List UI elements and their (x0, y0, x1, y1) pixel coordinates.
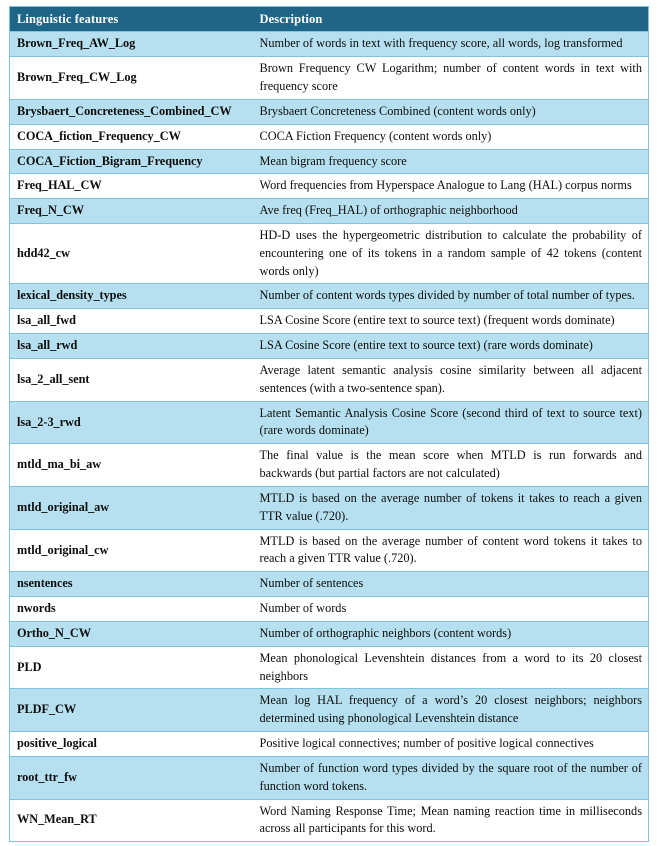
table-row (10, 174, 649, 199)
cell-linguistic-feature: root_ttr_fw (10, 756, 254, 799)
cell-linguistic-feature: mtld_original_aw (10, 486, 254, 529)
table-row (10, 756, 649, 799)
cell-linguistic-feature: lsa_all_rwd (10, 334, 254, 359)
cell-linguistic-feature: Brysbaert_Concreteness_Combined_CW (10, 99, 254, 124)
table-header (10, 7, 649, 32)
description-text: Mean bigram frequency score (259, 153, 407, 168)
cell-linguistic-feature: lsa_2-3_rwd (10, 401, 254, 444)
cell-description (254, 799, 649, 842)
cell-linguistic-feature: COCA_fiction_Frequency_CW (10, 124, 254, 149)
description-text: Mean log HAL frequency of a word’s 20 closest neighbors; neighbors determined using phonological Levenshtein distance (259, 693, 642, 726)
table-row (10, 57, 649, 100)
cell-description (254, 224, 649, 284)
cell-description (254, 597, 649, 622)
table-row (10, 149, 649, 174)
column-header-description: Description (254, 7, 649, 32)
cell-linguistic-feature: lsa_all_fwd (10, 309, 254, 334)
cell-linguistic-feature: positive_logical (10, 732, 254, 757)
description-text: LSA Cosine Score (entire text to source text) (rare words dominate) (259, 338, 593, 353)
table-row (10, 597, 649, 622)
description-text: MTLD is based on the average number of content word tokens it takes to reach a given TTR value (.720). (259, 533, 642, 566)
cell-linguistic-feature: Brown_Freq_AW_Log (10, 32, 254, 57)
description-text: Brysbaert Concreteness Combined (content words only) (259, 103, 536, 118)
cell-description (254, 284, 649, 309)
cell-description (254, 99, 649, 124)
table-row (10, 572, 649, 597)
cell-linguistic-feature: mtld_original_cw (10, 529, 254, 572)
cell-linguistic-feature: hdd42_cw (10, 224, 254, 284)
description-text: Positive logical connectives; number of positive logical connectives (259, 736, 594, 751)
cell-description (254, 572, 649, 597)
cell-description (254, 689, 649, 732)
description-text: Brown Frequency CW Logarithm; number of content words in text with frequency score (259, 61, 642, 94)
table-row (10, 799, 649, 842)
table-row (10, 309, 649, 334)
description-text: Word frequencies from Hyperspace Analogue to Lang (HAL) corpus norms (259, 178, 632, 193)
table-row (10, 334, 649, 359)
cell-linguistic-feature: Ortho_N_CW (10, 621, 254, 646)
table-row (10, 529, 649, 572)
table-header-row (10, 7, 649, 32)
table-body (10, 32, 649, 842)
cell-description (254, 174, 649, 199)
cell-linguistic-feature: nsentences (10, 572, 254, 597)
description-text: Number of words in text with frequency score, all words, log transformed (259, 36, 623, 51)
description-text: Number of function word types divided by the square root of the number of function word tokens. (259, 760, 642, 793)
column-header-linguistic-features: Linguistic features (10, 7, 254, 32)
cell-linguistic-feature: mtld_ma_bi_aw (10, 444, 254, 487)
cell-description (254, 621, 649, 646)
table-row (10, 124, 649, 149)
table-row (10, 621, 649, 646)
description-text: COCA Fiction Frequency (content words only) (259, 128, 492, 143)
cell-linguistic-feature: COCA_Fiction_Bigram_Frequency (10, 149, 254, 174)
description-text: LSA Cosine Score (entire text to source text) (frequent words dominate) (259, 313, 615, 328)
cell-description (254, 529, 649, 572)
description-text: Ave freq (Freq_HAL) of orthographic neighborhood (259, 203, 518, 218)
description-text: Number of orthographic neighbors (content words) (259, 625, 512, 640)
table-row (10, 401, 649, 444)
description-text: Number of words (259, 601, 347, 616)
cell-description (254, 756, 649, 799)
cell-linguistic-feature: nwords (10, 597, 254, 622)
cell-linguistic-feature: WN_Mean_RT (10, 799, 254, 842)
table-row (10, 99, 649, 124)
description-text: Average latent semantic analysis cosine similarity between all adjacent sentences (with a two-sentence span). (259, 362, 642, 395)
cell-description (254, 124, 649, 149)
cell-linguistic-feature: Brown_Freq_CW_Log (10, 57, 254, 100)
table-row (10, 224, 649, 284)
cell-linguistic-feature: Freq_HAL_CW (10, 174, 254, 199)
table-row (10, 646, 649, 689)
description-text: Number of content words types divided by number of total number of types. (259, 288, 635, 303)
cell-description (254, 309, 649, 334)
table-row (10, 284, 649, 309)
cell-description (254, 401, 649, 444)
cell-linguistic-feature: Freq_N_CW (10, 199, 254, 224)
cell-description (254, 646, 649, 689)
table-row (10, 486, 649, 529)
table-row (10, 358, 649, 401)
cell-description (254, 732, 649, 757)
linguistic-features-table (9, 6, 649, 842)
cell-description (254, 334, 649, 359)
cell-linguistic-feature: PLD (10, 646, 254, 689)
description-text: Latent Semantic Analysis Cosine Score (second third of text to source text) (rare words dominate) (259, 405, 642, 438)
cell-description (254, 57, 649, 100)
cell-linguistic-feature: lsa_2_all_sent (10, 358, 254, 401)
description-text: MTLD is based on the average number of tokens it takes to reach a given TTR value (.720). (259, 490, 642, 523)
cell-description (254, 149, 649, 174)
description-text: HD-D uses the hypergeometric distribution to calculate the probability of encountering one of its tokens in a random sample of 42 tokens (content words only) (259, 228, 642, 278)
table-row (10, 32, 649, 57)
cell-linguistic-feature: PLDF_CW (10, 689, 254, 732)
cell-description (254, 32, 649, 57)
description-text: Mean phonological Levenshtein distances from a word to its 20 closest neighbors (259, 650, 642, 683)
cell-linguistic-feature: lexical_density_types (10, 284, 254, 309)
description-text: Number of sentences (259, 576, 364, 591)
cell-description (254, 486, 649, 529)
table-row (10, 732, 649, 757)
table-row (10, 199, 649, 224)
cell-description (254, 444, 649, 487)
cell-description (254, 358, 649, 401)
cell-description (254, 199, 649, 224)
description-text: Word Naming Response Time; Mean naming reaction time in milliseconds across all participants for this word. (259, 803, 642, 836)
table-row (10, 689, 649, 732)
description-text: The final value is the mean score when MTLD is run forwards and backwards (but partial factors are not calculated) (259, 448, 642, 481)
table-row (10, 444, 649, 487)
